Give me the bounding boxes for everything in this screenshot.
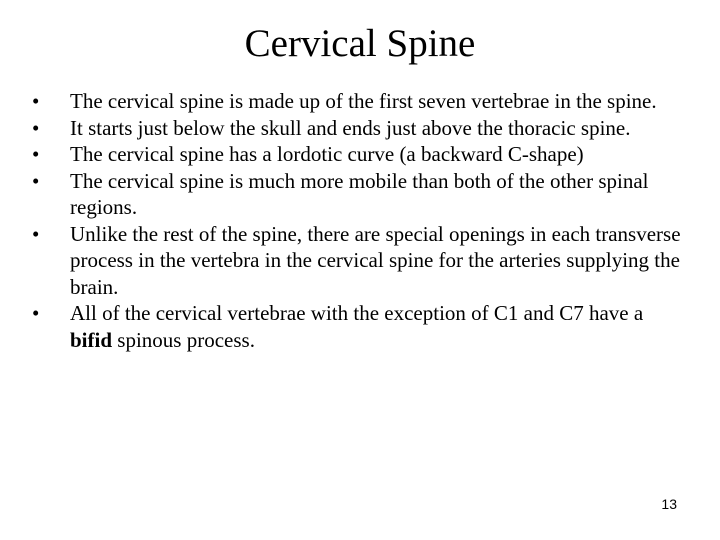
bullet-icon: • xyxy=(32,168,40,193)
bullet-item xyxy=(32,141,690,168)
bullet-item xyxy=(32,88,690,115)
bullet-text: The cervical spine has a lordotic curve (a backward C-shape) xyxy=(70,142,584,166)
slide-title: Cervical Spine xyxy=(244,22,476,65)
bullet-text-bold-term: bifid xyxy=(70,327,113,352)
bullet-item xyxy=(32,168,690,221)
bullet-icon: • xyxy=(32,142,40,166)
bullet-text-before: All of the cervical vertebrae with the exception of C1 and C7 have a xyxy=(70,301,644,325)
bullet-list xyxy=(32,88,690,353)
page-number: 13 xyxy=(661,496,677,512)
bullet-icon: • xyxy=(32,301,40,325)
bullet-icon: • xyxy=(32,115,40,140)
bullet-text: It starts just below the skull and ends just above the thoracic spine. xyxy=(70,115,631,140)
bullet-text-after: spinous process. xyxy=(112,327,255,352)
bullet-item xyxy=(32,115,690,142)
bullet-item xyxy=(32,221,690,301)
bullet-text: Unlike the rest of the spine, there are special openings in each transverse process in the vertebra in the cervical spine for the arteries supplying the brain. xyxy=(70,221,681,299)
bullet-item xyxy=(32,300,690,353)
bullet-icon: • xyxy=(32,89,40,113)
bullet-icon: • xyxy=(32,221,40,246)
bullet-text: The cervical spine is much more mobile than both of the other spinal regions. xyxy=(70,168,649,219)
bullet-text: The cervical spine is made up of the first seven vertebrae in the spine. xyxy=(70,89,657,113)
